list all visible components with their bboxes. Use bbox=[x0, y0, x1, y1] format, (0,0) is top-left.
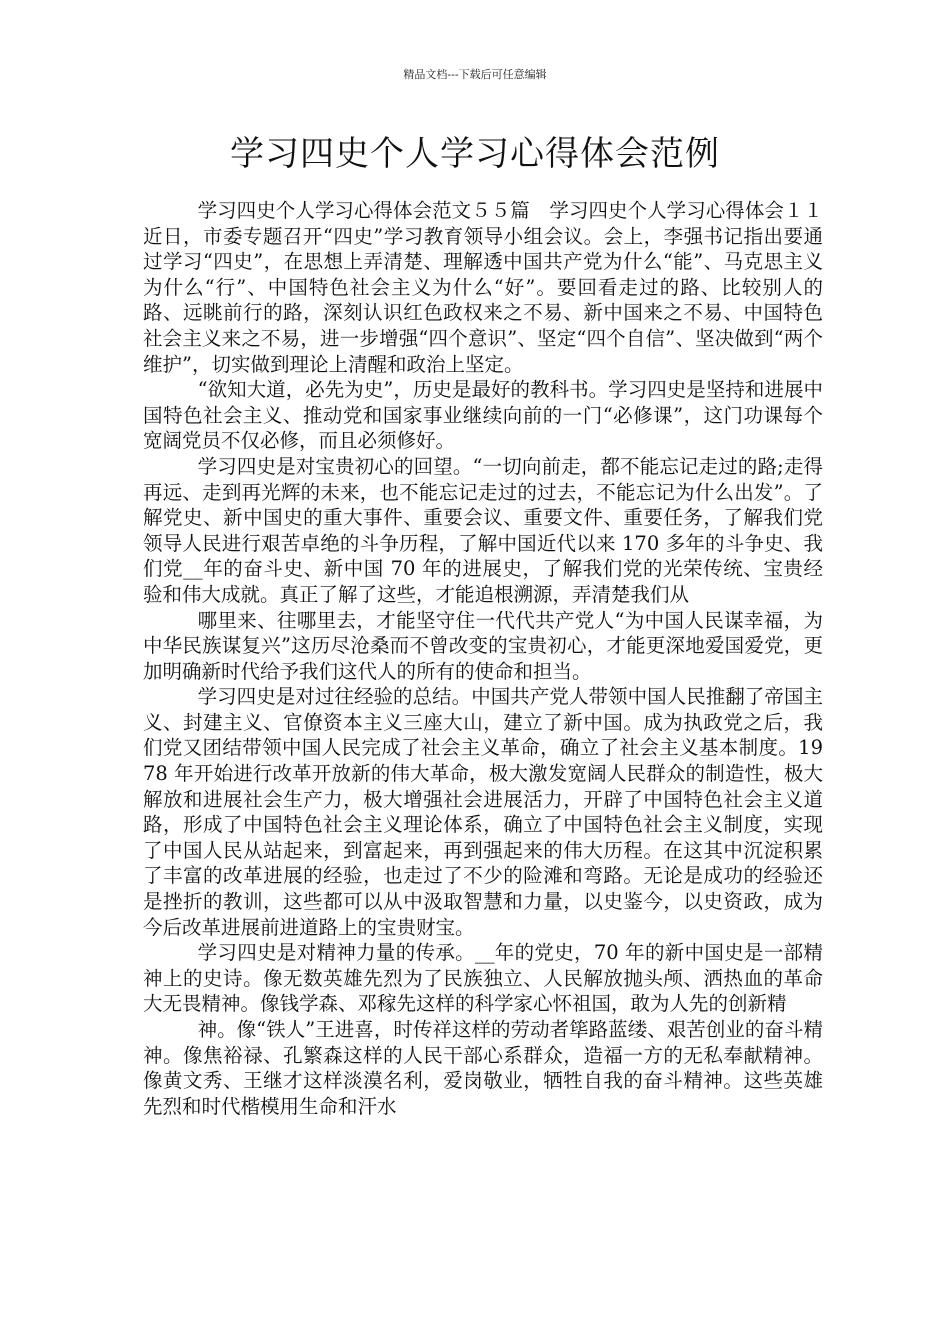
document-title: 学习四史个人学习心得体会范例 bbox=[230, 134, 720, 174]
document-body bbox=[143, 198, 823, 1119]
paragraph: 神。像“铁人”王进喜，时传祥这样的劳动者筚路蓝缕、艰苦创业的奋斗精神。像焦裕禄、孔繁森这样的人民干部心系群众，造福一方的无私奉献精神。像黄文秀、王继才这样淡漠名利，爱岗敬业，牺牲自我的奋斗精神。这些英雄先烈和时代楷模用生命和汗水 bbox=[143, 1018, 823, 1118]
paragraph: 学习四史是对精神力量的传承。__年的党史，70 年的新中国史是一部精神上的史诗。像无数英雄先烈为了民族独立、人民解放抛头颅、洒热血的革命大无畏精神。像钱学森、邓稼先这样的科学家心怀祖国，敢为人先的创新精 bbox=[143, 941, 823, 1016]
paragraph: 哪里来、往哪里去，才能坚守住一代代共产党人“为中国人民谋幸福，为中华民族谋复兴”这历尽沧桑而不曾改变的宝贵初心，才能更深地爱国爱党，更加明确新时代给予我们这代人的所有的使命和担当。 bbox=[143, 608, 823, 683]
header-note: 精品文档---下载后可任意编辑 bbox=[403, 68, 547, 81]
paragraph: 学习四史是对宝贵初心的回望。“一切向前走，都不能忘记走过的路;走得再远、走到再光辉的未来，也不能忘记走过的过去，不能忘记为什么出发”。了解党史、新中国史的重大事件、重要会议、重要文件、重要任务，了解我们党领导人民进行艰苦卓绝的斗争历程，了解中国近代以来 170 多年的斗争史、我们党__年的奋斗史、新中国 70 年的进展史，了解我们党的光荣传统、宝贵经验和伟大成就。真正了解了这些，才能追根溯源，弄清楚我们从 bbox=[143, 454, 823, 606]
paragraph: 学习四史是对过往经验的总结。中国共产党人带领中国人民推翻了帝国主义、封建主义、官僚资本主义三座大山，建立了新中国。成为执政党之后，我们党又团结带领中国人民完成了社会主义革命，确立了社会主义基本制度。1978 年开始进行改革开放新的伟大革命，极大激发宽阔人民群众的制造性，极大解放和进展社会生产力，极大增强社会进展活力，开辟了中国特色社会主义道路，形成了中国特色社会主义理论体系，确立了中国特色社会主义制度，实现了中国人民从站起来，到富起来，再到强起来的伟大历程。在这其中沉淀积累了丰富的改革进展的经验，也走过了不少的险滩和弯路。无论是成功的经验还是挫折的教训，这些都可以从中汲取智慧和力量，以史鉴今，以史资政，成为今后改革进展前进道路上的宝贵财宝。 bbox=[143, 685, 823, 939]
paragraph: “欲知大道，必先为史”，历史是最好的教科书。学习四史是坚持和进展中国特色社会主义、推动党和国家事业继续向前的一门“必修课”，这门功课每个宽阔党员不仅必修，而且必须修好。 bbox=[143, 378, 823, 453]
paragraph: 学习四史个人学习心得体会范文５５篇 学习四史个人学习心得体会１１近日，市委专题召开“四史”学习教育领导小组会议。会上，李强书记指出要通过学习“四史”，在思想上弄清楚、理解透中国共产党为什么“能”、马克思主义为什么“行”、中国特色社会主义为什么“好”。要回看走过的路、比较别人的路、远眺前行的路，深刻认识红色政权来之不易、新中国来之不易、中国特色社会主义来之不易，进一步增强“四个意识”、坚定“四个自信”、坚决做到“两个维护”，切实做到理论上清醒和政治上坚定。 bbox=[143, 199, 823, 376]
